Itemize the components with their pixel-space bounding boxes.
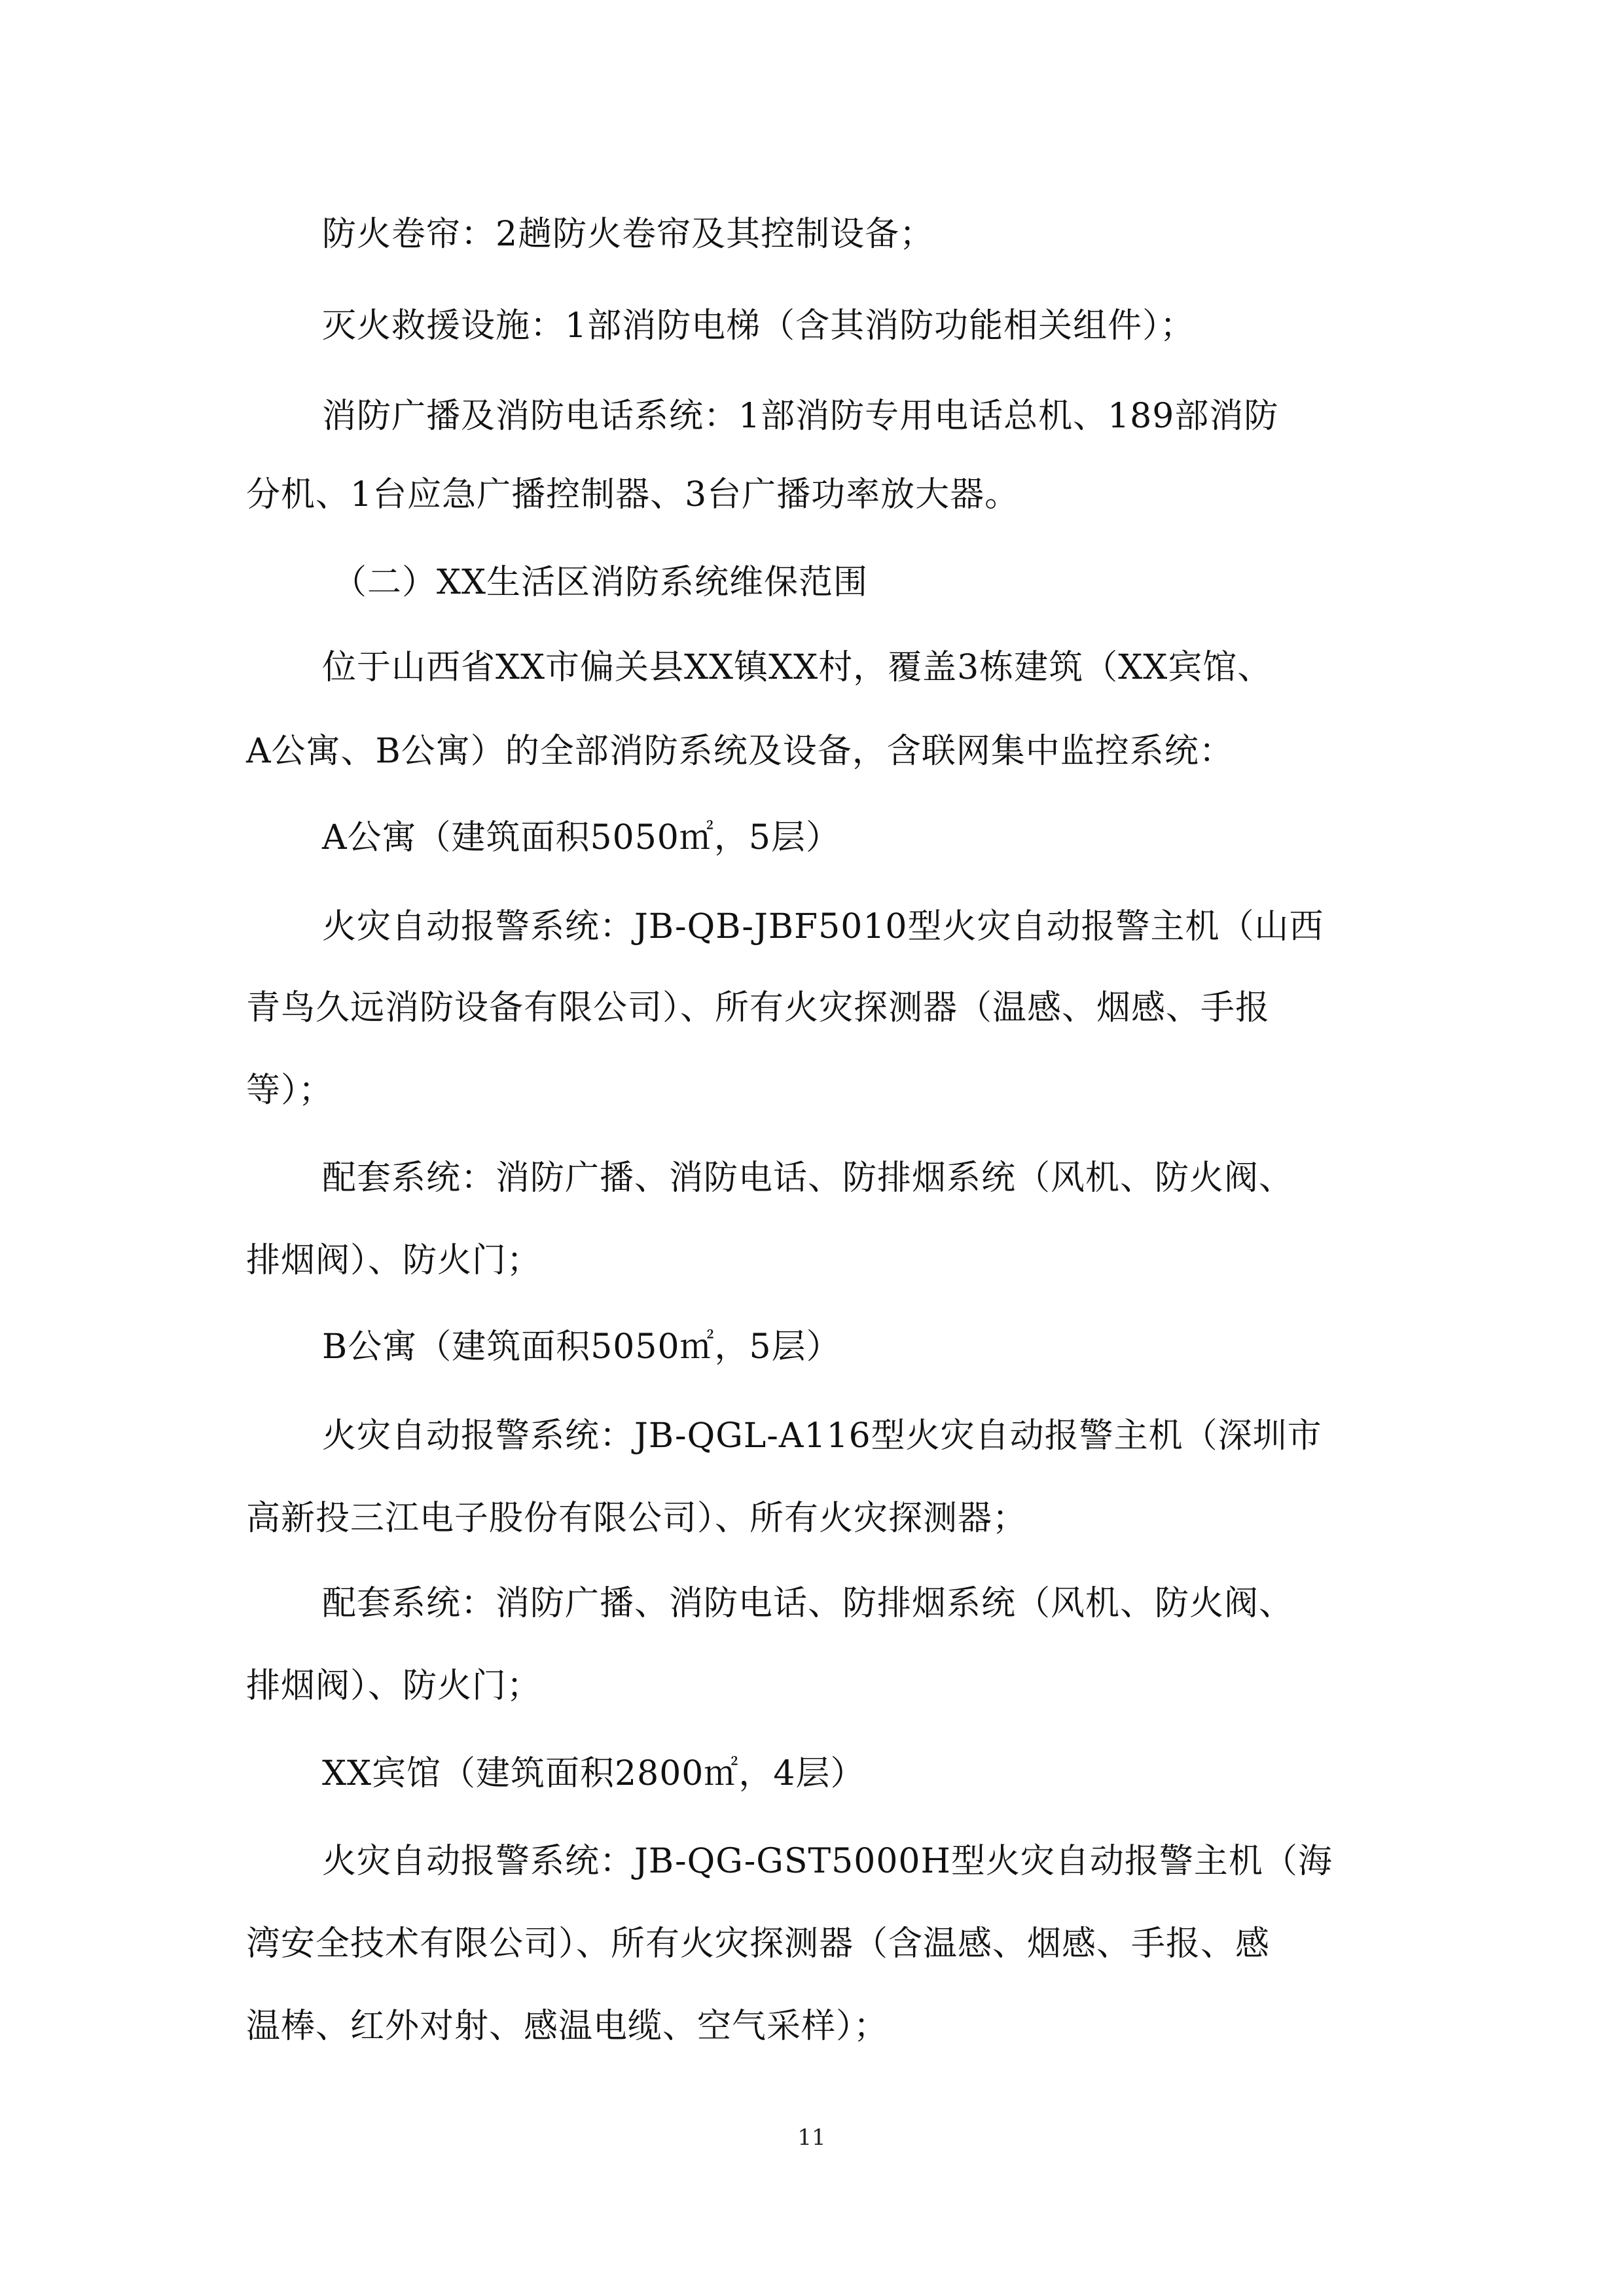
paragraph-line: 分机、1台应急广播控制器、3台广播功率放大器。 (246, 475, 1020, 514)
paragraph-line: 防火卷帘：2趟防火卷帘及其控制设备； (322, 215, 935, 254)
paragraph-line: 火灾自动报警系统：JB-QGL-A116型火灾自动报警主机（深圳市 (322, 1416, 1322, 1456)
paragraph-line: 火灾自动报警系统：JB-QG-GST5000H型火灾自动报警主机（海 (322, 1842, 1333, 1881)
paragraph-line: 排烟阀）、防火门； (246, 1241, 542, 1280)
paragraph-line: 青鸟久远消防设备有限公司）、所有火灾探测器（温感、烟感、手报 (246, 988, 1271, 1028)
paragraph-line: 配套系统：消防广播、消防电话、防排烟系统（风机、防火阀、 (322, 1158, 1294, 1198)
paragraph-line: 排烟阀）、防火门； (246, 1666, 542, 1706)
paragraph-line: 火灾自动报警系统：JB-QB-JBF5010型火灾自动报警主机（山西 (322, 907, 1324, 946)
building-heading: XX宾馆（建筑面积2800㎡，4层） (322, 1754, 865, 1793)
building-heading: B公寓（建筑面积5050㎡，5层） (322, 1327, 841, 1367)
paragraph-line: A公寓、B公寓）的全部消防系统及设备，含联网集中监控系统： (246, 732, 1234, 771)
paragraph-line: 消防广播及消防电话系统：1部消防专用电话总机、189部消防 (322, 397, 1279, 436)
paragraph-line: 湾安全技术有限公司）、所有火灾探测器（含温感、烟感、手报、感 (246, 1924, 1271, 1964)
paragraph-line: 配套系统：消防广播、消防电话、防排烟系统（风机、防火阀、 (322, 1584, 1294, 1623)
paragraph-line: 灭火救援设施：1部消防电梯（含其消防功能相关组件）； (322, 306, 1195, 346)
page-number: 11 (797, 2125, 826, 2151)
paragraph-line: 等）； (246, 1071, 334, 1110)
section-heading: （二）XX生活区消防系统维保范围 (333, 563, 869, 602)
paragraph-line: 温棒、红外对射、感温电缆、空气采样）； (246, 2007, 889, 2046)
paragraph-line: 高新投三江电子股份有限公司）、所有火灾探测器； (246, 1499, 1028, 1538)
paragraph-line: 位于山西省XX市偏关县XX镇XX村，覆盖3栋建筑（XX宾馆、 (322, 648, 1272, 687)
building-heading: A公寓（建筑面积5050㎡，5层） (322, 818, 840, 857)
